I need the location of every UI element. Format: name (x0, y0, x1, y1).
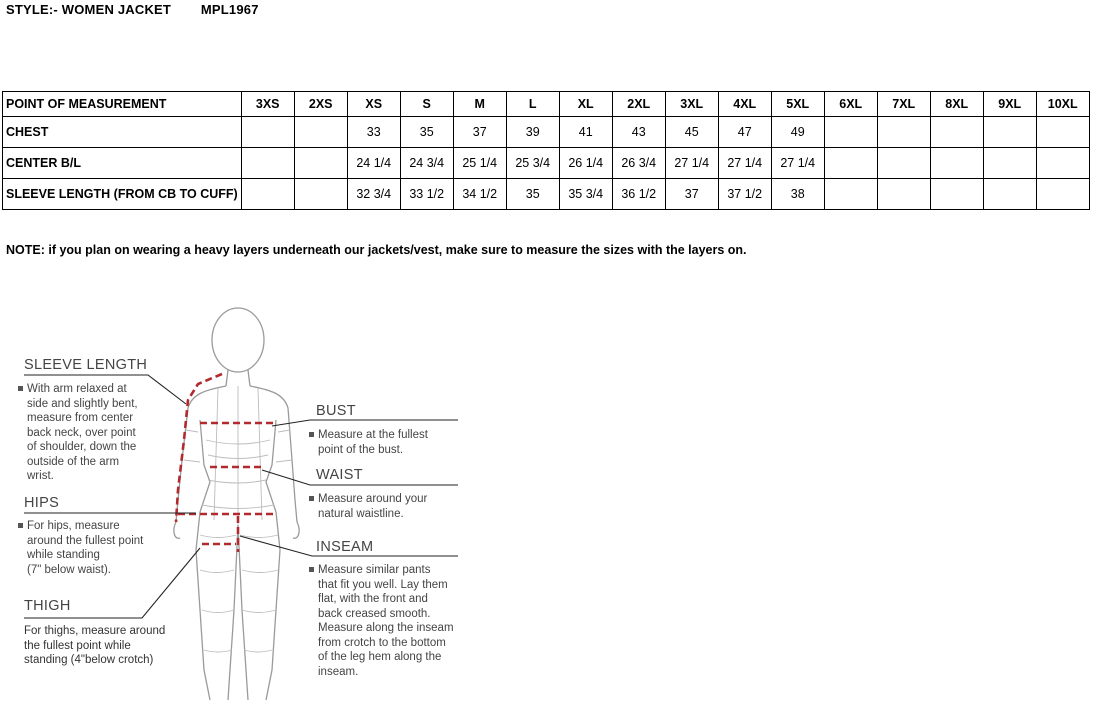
hips-text (18, 519, 143, 577)
table-cell: 26 3/4 (612, 148, 665, 179)
size-chart-table (2, 91, 1090, 210)
table-cell (824, 179, 877, 210)
hips-line (18, 534, 143, 549)
sleeve-line (18, 397, 138, 412)
column-header-point: POINT OF MEASUREMENT (3, 92, 242, 117)
bullet-icon (309, 567, 314, 572)
inseam-line (309, 621, 454, 636)
figure-body-outline (176, 386, 297, 700)
inseam-line-text: from crotch to the bottom (318, 636, 446, 649)
hips-line-text: (7" below waist). (27, 563, 111, 576)
sleeve-line (18, 455, 138, 470)
bullet-icon (309, 432, 314, 437)
table-cell (294, 148, 347, 179)
sleeve-measure-line (176, 374, 222, 522)
hips-line (18, 519, 143, 534)
thigh-line-text: standing (4"below crotch) (24, 654, 154, 666)
row-label: CHEST (3, 117, 242, 148)
table-cell (877, 179, 930, 210)
table-cell: 36 1/2 (612, 179, 665, 210)
bullet-icon (309, 496, 314, 501)
inseam-line-text: back creased smooth. (318, 607, 431, 620)
inseam-line-text: of the leg hem along the (318, 651, 442, 663)
bust-line-text: Measure at the fullest (318, 429, 428, 441)
column-header-size: 5XL (771, 92, 824, 117)
sleeve-line (18, 469, 138, 484)
inseam-line (309, 592, 454, 607)
column-header-size: 3XL (665, 92, 718, 117)
table-cell: 38 (771, 179, 824, 210)
table-cell: 25 1/4 (453, 148, 506, 179)
table-cell: 35 3/4 (559, 179, 612, 210)
table-cell (824, 148, 877, 179)
hips-line-text: around the fullest point (27, 534, 144, 547)
column-header-size: L (506, 92, 559, 117)
column-header-size: 7XL (877, 92, 930, 117)
sleeve-line (18, 426, 138, 441)
inseam-line-text: Measure along the inseam (318, 622, 454, 634)
row-label: SLEEVE LENGTH (FROM CB TO CUFF) (3, 179, 242, 210)
row-label: CENTER B/L (3, 148, 242, 179)
column-header-size: 6XL (824, 92, 877, 117)
table-cell: 33 (347, 117, 400, 148)
table-cell: 35 (400, 117, 453, 148)
thigh-line (24, 653, 165, 668)
bust-line-text: point of the bust. (318, 443, 404, 456)
waist-line (309, 492, 427, 507)
column-header-size: 2XL (612, 92, 665, 117)
style-header (6, 2, 259, 17)
thigh-line (24, 639, 165, 654)
column-header-size: XL (559, 92, 612, 117)
table-cell: 33 1/2 (400, 179, 453, 210)
table-cell: 27 1/4 (771, 148, 824, 179)
table-cell (877, 117, 930, 148)
column-header-size: S (400, 92, 453, 117)
inseam-line (309, 636, 454, 651)
style-code: MPL1967 (200, 2, 259, 17)
table-cell (983, 179, 1036, 210)
column-header-size: 4XL (718, 92, 771, 117)
bust-line (309, 443, 428, 458)
sleeve-length-title: SLEEVE LENGTH (24, 357, 148, 373)
sleeve-line-text: measure from center (27, 412, 134, 424)
table-cell: 37 1/2 (718, 179, 771, 210)
bust-leader (272, 420, 458, 426)
inseam-line (309, 578, 454, 593)
figure-head (212, 308, 264, 372)
sleeve-line-text: of shoulder, down the (27, 441, 137, 453)
table-header-row (3, 92, 1090, 117)
sleeve-line-text: With arm relaxed at (27, 383, 127, 395)
bullet-icon (18, 523, 23, 528)
thigh-title: THIGH (24, 598, 71, 614)
layering-note: NOTE: if you plan on wearing a heavy layers underneath our jackets/vest, make sure to measure the sizes with the layers on. (6, 243, 747, 257)
table-cell: 37 (453, 117, 506, 148)
table-cell (1036, 148, 1089, 179)
table-cell: 34 1/2 (453, 179, 506, 210)
table-cell (877, 148, 930, 179)
table-cell (983, 117, 1036, 148)
table-cell: 32 3/4 (347, 179, 400, 210)
table-cell: 41 (559, 117, 612, 148)
bust-line (309, 428, 428, 443)
bust-text (309, 428, 428, 457)
table-cell (1036, 179, 1089, 210)
column-header-size: 10XL (1036, 92, 1089, 117)
thigh-line (24, 624, 165, 639)
inseam-line-text: inseam. (318, 665, 359, 678)
inseam-line-text: Measure similar pants (318, 564, 431, 576)
table-cell (241, 179, 294, 210)
style-label: STYLE:- WOMEN JACKET (6, 2, 172, 17)
table-cell (294, 117, 347, 148)
inseam-line (309, 650, 454, 665)
hips-title: HIPS (24, 495, 60, 511)
hips-line (18, 548, 143, 563)
column-header-size: M (453, 92, 506, 117)
table-cell: 45 (665, 117, 718, 148)
sleeve-line (18, 382, 138, 397)
bust-title: BUST (316, 403, 356, 419)
column-header-size: 9XL (983, 92, 1036, 117)
column-header-size: 3XS (241, 92, 294, 117)
waist-title: WAIST (316, 467, 363, 483)
inseam-line (309, 563, 454, 578)
column-header-size: 2XS (294, 92, 347, 117)
inseam-line-text: that fit you well. Lay them (318, 578, 448, 591)
table-cell: 26 1/4 (559, 148, 612, 179)
thigh-line-text: For thighs, measure around (24, 625, 166, 637)
inseam-line (309, 607, 454, 622)
hips-line (18, 563, 143, 578)
waist-line (309, 507, 427, 522)
inseam-title: INSEAM (316, 539, 374, 555)
inseam-text (309, 563, 454, 679)
table-cell: 27 1/4 (665, 148, 718, 179)
table-cell (983, 148, 1036, 179)
waist-line-text: Measure around your (318, 493, 428, 505)
sleeve-line (18, 411, 138, 426)
table-cell: 35 (506, 179, 559, 210)
table-row (3, 117, 1090, 148)
table-cell: 37 (665, 179, 718, 210)
table-cell: 47 (718, 117, 771, 148)
table-cell (930, 148, 983, 179)
sleeve-line-text: side and slightly bent, (27, 397, 138, 410)
table-cell: 49 (771, 117, 824, 148)
thigh-line-text: the fullest point while (24, 639, 131, 652)
table-cell (930, 117, 983, 148)
table-cell (294, 179, 347, 210)
waist-line-text: natural waistline. (318, 507, 404, 520)
sleeve-line-text: back neck, over point (27, 426, 136, 439)
hips-line-text: For hips, measure (27, 520, 120, 532)
table-cell (1036, 117, 1089, 148)
table-cell (930, 179, 983, 210)
sleeve-line-text: outside of the arm (27, 455, 120, 468)
table-cell (824, 117, 877, 148)
table-cell (241, 117, 294, 148)
column-header-size: 8XL (930, 92, 983, 117)
table-row (3, 148, 1090, 179)
table-cell: 24 1/4 (347, 148, 400, 179)
table-cell: 43 (612, 117, 665, 148)
table-cell (241, 148, 294, 179)
sleeve-line-text: wrist. (27, 470, 54, 482)
table-cell: 27 1/4 (718, 148, 771, 179)
sleeve-line (18, 440, 138, 455)
table-cell: 24 3/4 (400, 148, 453, 179)
sleeve-length-text (18, 382, 138, 484)
inseam-line (309, 665, 454, 680)
table-row (3, 179, 1090, 210)
table-cell: 25 3/4 (506, 148, 559, 179)
waist-text (309, 492, 427, 521)
hips-line-text: while standing (27, 549, 100, 561)
column-header-size: XS (347, 92, 400, 117)
thigh-text (24, 624, 165, 668)
inseam-line-text: flat, with the front and (318, 593, 428, 605)
table-cell: 39 (506, 117, 559, 148)
bullet-icon (18, 386, 23, 391)
